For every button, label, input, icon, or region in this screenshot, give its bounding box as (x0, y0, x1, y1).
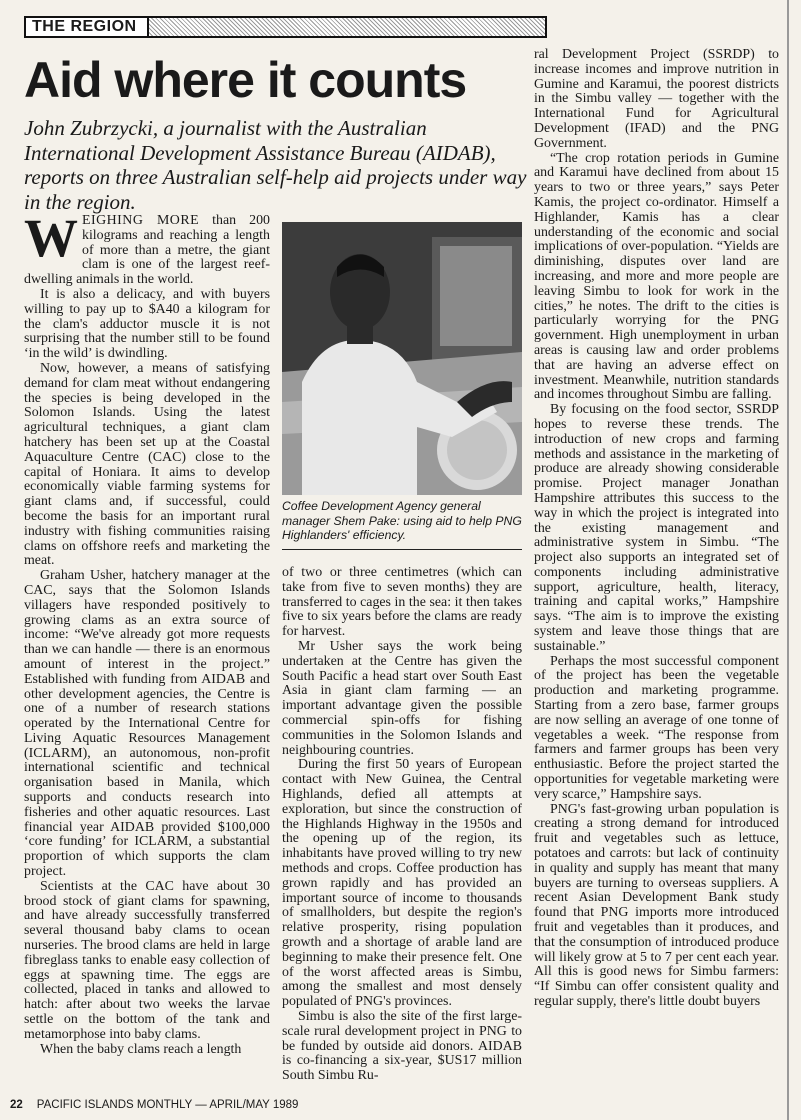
page-edge-rule (787, 0, 789, 1120)
deck: John Zubrzycki, a journalist with the Australian International Development Assistance Bureau (AIDAB), reports on three Australian self-help aid projects under way in the region. (24, 116, 527, 214)
paragraph: PNG's fast-growing urban population is creating a strong demand for introduced fruit and vegetables such as lettuce, potatoes and carrots: but lack of continuity in quality and supply has meant that many buyers are turning to overseas suppliers. A recent Asian Development Bank study found that PNG imports more introduced fruit and vegetables than it produces, and that the consumption of introduced produce will likely grow at 5 to 7 per cent each year. All this is good news for Simbu farmers: “If Simbu can offer consistent quality and regular supply, there's little doubt buyers (534, 801, 779, 1009)
paragraph: Mr Usher says the work being undertaken at the Centre has given the South Pacific a head start over South East Asia in giant clam farming — an important advantage given the possible commercial spin-offs for fishing communities in the Solomon Islands and neighbouring countries. (282, 638, 522, 758)
paragraph: of two or three centimetres (which can take from five to seven months) they are transferred to cages in the sea: it then takes five to six years before the clams are ready for harvest. (282, 565, 522, 640)
column-2 (282, 566, 522, 1084)
lead-caps: EIGHING MORE (82, 213, 200, 228)
paragraph: During the first 50 years of European contact with New Guinea, the Central Highlands, defied all attempts at exploration, but since the construction of the Highlands Highway in the 1950s and the opening up of the region, its inhabitants have proved willing to try new methods and crops. Coffee production has grown rapidly and has provided an important source of income to thousands of smallholders, but despite the region's relative prosperity, rising population growth and a shortage of arable land are beginning to make their presence felt. One of the worst affected areas is Simbu, among the smallest and most densely populated of PNG's provinces. (282, 757, 522, 1010)
paragraph: Scientists at the CAC have about 30 brood stock of giant clams for spawning, and have already successfully transferred several thousand baby clams to ocean nurseries. The brood clams are held in large fibreglass tanks to enable easy collection of eggs at spawning time. The eggs are collected, placed in tanks and allowed to hatch: after about two weeks the larvae settle on the bottom of the tank and metamorphose into baby clams. (24, 878, 270, 1042)
headline: Aid where it counts (24, 52, 467, 108)
section-header-bar (24, 16, 547, 38)
lead-text: than 200 kilograms and reaching a length of more than a metre, the giant clam is one of the largest reef-dwelling animals in the world. (24, 213, 270, 288)
drop-cap: W (24, 208, 78, 268)
paragraph: Graham Usher, hatchery manager at the CAC, says that the Solomon Islands villagers have responded positively to growing clams as an extra source of income: “We've already got more requests than we can handle — there is an enormous amount of interest in the project.” Established with funding from AIDAB and other development agencies, the Centre is one of a number of research stations operated by the International Centre for Living Aquatic Resources Management (ICLARM), an autonomous, non-profit international scientific and technical organisation based in Manila, which supports and conducts research into fisheries and other aquatic resources. Last financial year AIDAB provided $100,000 ‘core funding’ for ICLARM, a substantial proportion of which supports the clam project. (24, 568, 270, 880)
section-label: THE REGION (26, 18, 149, 36)
paragraph: ral Development Project (SSRDP) to increase incomes and improve nutrition in Gumine and Karamui, the poorest districts in the Simbu valley — together with the International Fund for Agricultural Development (IFAD) and the PNG Government. (534, 47, 779, 151)
column-3 (534, 48, 779, 1010)
paragraph: By focusing on the food sector, SSRDP hopes to reverse these trends. The introduction of new crops and farming methods and assistance in the marketing of produce are already showing considerable promise. Project manager Jonathan Hampshire attributes this success to the way in which the project is integrated into the existing management and administrative system in Simbu. “The project also supports an integrated set of components including administrative support, agriculture, health, literacy, training and capital works,” Hampshire says. “The aim is to improve the existing system and leave those things that are sustainable.” (534, 402, 779, 654)
paragraph: Perhaps the most successful component of the project has been the vegetable production and marketing programme. Starting from a zero base, farmer groups are now selling an average of one tonne of vegetables a week. “The response from farmers and farmer groups has been very enthusiastic. Before the project started the opportunities for vegetable marketing were very scarce,” Hampshire says. (534, 653, 779, 802)
paragraph: “The crop rotation periods in Gumine and Karamui have declined from about 15 years to two or three years,” says Peter Kamis, the project co-ordinator. Himself a Highlander, Kamis has a clear understanding of the economic and social implications of over-population. “Yields are diminishing, disputes over land are increasing, and more and more people are leaving Simbu to look for work in the cities,” he notes. The drift to the cities is particularly worrying for the PNG government. High unemployment in urban areas is causing law and order problems that are having an adverse effect on investment. Meanwhile, nutrition standards and incomes throughout Simbu are falling. (534, 150, 779, 403)
paragraph: It is also a delicacy, and with buyers willing to pay up to $A40 a kilogram for the clam's adductor muscle it is not surprising that the number still to be found ‘in the wild’ is dwindling. (24, 286, 270, 362)
photo-shem-pake (282, 222, 522, 495)
column-1 (24, 208, 270, 1057)
photo-illustration (282, 222, 522, 495)
paragraph: Simbu is also the site of the first large-scale rural development project in PNG to be funded by outside aid donors. AIDAB is co-financing a six-year, $US17 million South Simbu Ru- (282, 1008, 522, 1084)
page-footer (10, 1098, 298, 1112)
publication-line: PACIFIC ISLANDS MONTHLY — APRIL/MAY 1989 (36, 1099, 299, 1111)
photo-caption: Coffee Development Agency general manager Shem Pake: using aid to help PNG Highlanders' efficiency. (282, 499, 522, 542)
caption-divider (282, 549, 522, 550)
paragraph: Now, however, a means of satisfying demand for clam meat without endangering the species is being developed in the Solomon Islands. Using the latest agricultural techniques, a giant clam hatchery has been set up at the Coastal Aquaculture Centre (CAC) close to the capital of Honiara. It aims to develop economically viable farming systems for giant clams and, if successful, could become the basis for an important rural industry with fishing communities raising clams on offshore reefs and marketing the meat. (24, 360, 270, 569)
paragraph: When the baby clams reach a length (40, 1041, 242, 1057)
page-number: 22 (10, 1099, 23, 1111)
lead-paragraph (24, 208, 270, 288)
